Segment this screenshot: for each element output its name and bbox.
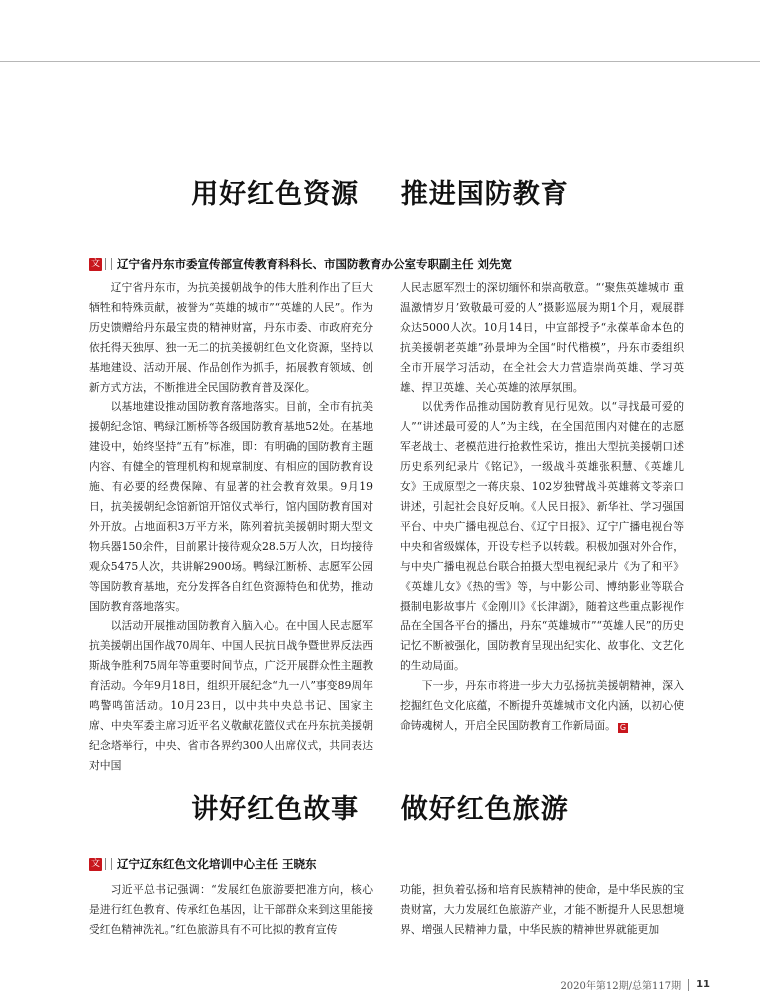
paragraph: 辽宁省丹东市，为抗美援朝战争的伟大胜利作出了巨大牺牲和特殊贡献，被誉为“英雄的城市”“英雄的人民”。作为历史馈赠给丹东最宝贵的精神财富，丹东市委、市政府充分依托得天独厚、独一无二的抗美援朝红色文化资源，坚持以基地建设、活动开展、作品创作为抓手，拓展教育领域、创新方式方法，不断推进全民国防教育普及深化。 (89, 281, 373, 394)
issue-info: 2020年第12期/总第117期 (560, 981, 682, 992)
byline-text: 辽宁省丹东市委宣传部宣传教育科科长、市国防教育办公室专职副主任 刘先宽 (117, 257, 512, 271)
paragraph-text: 下一步，丹东市将进一步大力弘扬抗美援朝精神，深入挖掘红色文化底蕴，不断提升英雄城市文化内涵，以初心使命铸魂树人，开启全民国防教育工作新局面。 (400, 679, 684, 732)
article-left-column (89, 880, 373, 940)
paragraph: 人民志愿军烈士的深切缅怀和崇高敬意。“‘聚焦英雄城市 重温激情岁月’致敬最可爱的人”摄影巡展为期1个月，观展群众达5000人次。10月14日，中宣部授予“永葆革命本色的抗美援朝老英雄”孙景坤为全国“时代楷模”，丹东市委组织全市开展学习活动，在全社会大力营造崇尚英雄、学习英雄、捍卫英雄、关心英雄的浓厚氛围。 (400, 281, 684, 394)
paragraph: 功能，担负着弘扬和培育民族精神的使命，是中华民族的宝贵财富，大力发展红色旅游产业，才能不断提升人民思想境界、增强人民精神力量，中华民族的精神世界就能更加 (400, 883, 684, 936)
page-footer (560, 977, 710, 992)
paragraph: 以基地建设推动国防教育落地落实。目前，全市有抗美援朝纪念馆、鸭绿江断桥等各级国防教育基地52处。在基地建设中，始终坚持“五有”标准，即：有明确的国防教育主题内容、有健全的管理机构和规章制度、有相应的国防教育设施、有必要的经费保障、有显著的社会教育效果。9月19日，抗美援朝纪念馆新馆开馆仪式举行，馆内国防教育国对外开放。占地面积3万平方米，陈列着抗美援朝时期大型文物兵器150余件，目前累计接待观众28.5万人次，日均接待观众5475人次，共讲解2900场。鸭绿江断桥、志愿军公园等国防教育基地，充分发挥各自红色资源特色和优势，推动国防教育落地落实。 (89, 400, 373, 613)
article-right-column (400, 278, 684, 736)
byline-text: 辽宁辽东红色文化培训中心主任 王晓东 (117, 857, 317, 871)
footer-divider (688, 979, 689, 991)
article-byline (89, 856, 317, 872)
byline-badge-icon: 文 (90, 258, 100, 269)
paragraph: 习近平总书记强调：“发展红色旅游要把准方向，核心是进行红色教育、传承红色基因，让干部群众来到这里能接受红色精神洗礼。”红色旅游具有不可比拟的教育宣传 (89, 883, 373, 936)
byline-badge-icon: 文 (90, 858, 100, 869)
article-right-column (400, 880, 684, 940)
byline-divider (105, 258, 112, 270)
page-number: 11 (696, 979, 710, 990)
article-title: 用好红色资源 推进国防教育 (191, 179, 569, 210)
top-rule (0, 61, 760, 62)
paragraph (400, 676, 684, 736)
byline-divider (105, 858, 112, 870)
end-mark-icon: G (619, 722, 627, 732)
article-left-column (89, 278, 373, 776)
article-byline (89, 256, 512, 272)
article-title: 讲好红色故事 做好红色旅游 (191, 794, 569, 825)
paragraph: 以优秀作品推动国防教育见行见效。以“寻找最可爱的人”“讲述最可爱的人”为主线，在全国范围内对健在的志愿军老战士、老模范进行抢救性采访，推出大型抗美援朝口述历史系列纪录片《铭记》，一级战斗英雄张积慧、《英雄儿女》王成原型之一蒋庆泉、102岁独臂战斗英雄蒋文苓亲口讲述，引起社会良好反响。《人民日报》、新华社、学习强国平台、中央广播电视总台、《辽宁日报》、辽宁广播电视台等中央和省级媒体，开设专栏予以转载。积极加强对外合作，与中央广播电视总台联合拍摄大型电视纪录片《为了和平》《英雄儿女》《热的雪》等，与中影公司、博纳影业等联合摄制电影故事片《金刚川》《长津湖》，随着这些重点影视作品在全国各平台的播出，丹东“英雄城市”“英雄人民”的历史记忆不断被强化，国防教育呈现出纪实化、故事化、文艺化的生动局面。 (400, 400, 684, 673)
paragraph: 以活动开展推动国防教育入脑入心。在中国人民志愿军抗美援朝出国作战70周年、中国人民抗日战争暨世界反法西斯战争胜利75周年等重要时间节点，广泛开展群众性主题教育活动。今年9月18日，组织开展纪念“九一八”事变89周年鸣警鸣笛活动。10月23日，以中共中央总书记、国家主席、中央军委主席习近平名义敬献花篮仪式在丹东抗美援朝纪念塔举行，中央、省市各界约300人出席仪式，共同表达对中国 (89, 619, 373, 772)
